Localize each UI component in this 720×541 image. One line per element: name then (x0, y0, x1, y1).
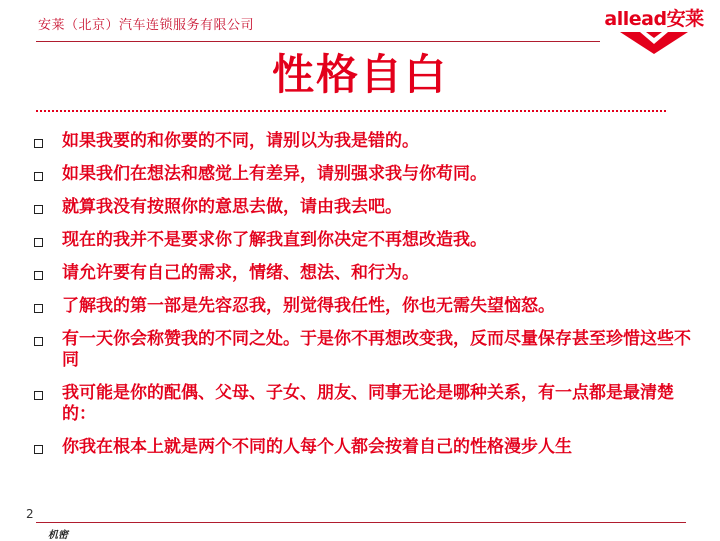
page-title: 性格自白 (271, 50, 448, 99)
confidential-label: 机密 (48, 530, 68, 541)
square-bullet-icon (34, 172, 43, 181)
list-item-text: 现在的我并不是要求你了解我直到你决定不再想改造我。 (62, 230, 487, 250)
square-bullet-icon (34, 304, 43, 313)
square-bullet-icon (34, 337, 43, 346)
list-item-text: 就算我没有按照你的意思去做，请由我去吧。 (62, 197, 402, 217)
footer-divider (36, 522, 686, 523)
list-item (34, 131, 694, 152)
list-item-text: 我可能是你的配偶、父母、子女、朋友、同事无论是哪种关系，有一点都是最清楚的： (62, 383, 674, 424)
list-item (34, 230, 694, 251)
list-item-text: 如果我们在想法和感觉上有差异，请别强求我与你苟同。 (62, 164, 487, 184)
bullet-list (34, 131, 694, 470)
company-name: 安莱（北京）汽车连锁服务有限公司 (38, 18, 255, 33)
list-item (34, 164, 694, 185)
square-bullet-icon (34, 238, 43, 247)
list-item (34, 296, 694, 317)
list-item (34, 197, 694, 218)
header-divider (36, 41, 600, 42)
square-bullet-icon (34, 271, 43, 280)
square-bullet-icon (34, 139, 43, 148)
list-item-text: 如果我要的和你要的不同，请别以为我是错的。 (62, 131, 419, 151)
list-item-text: 请允许要有自己的需求，情绪、想法、和行为。 (62, 263, 419, 283)
list-item (34, 437, 694, 458)
list-item (34, 263, 694, 284)
list-item (34, 329, 694, 371)
square-bullet-icon (34, 445, 43, 454)
list-item-text: 你我在根本上就是两个不同的人每个人都会按着自己的性格漫步人生 (62, 437, 572, 457)
list-item-text: 有一天你会称赞我的不同之处。于是你不再想改变我，反而尽量保存甚至珍惜这些不同 (62, 329, 691, 370)
square-bullet-icon (34, 391, 43, 400)
logo-wordmark: allead安莱 (604, 8, 704, 30)
list-item-text: 了解我的第一部是先容忍我，别觉得我任性，你也无需失望恼怒。 (62, 296, 555, 316)
title-dotted-divider (36, 110, 666, 112)
list-item (34, 383, 694, 425)
page-number: 2 (26, 507, 34, 521)
square-bullet-icon (34, 205, 43, 214)
